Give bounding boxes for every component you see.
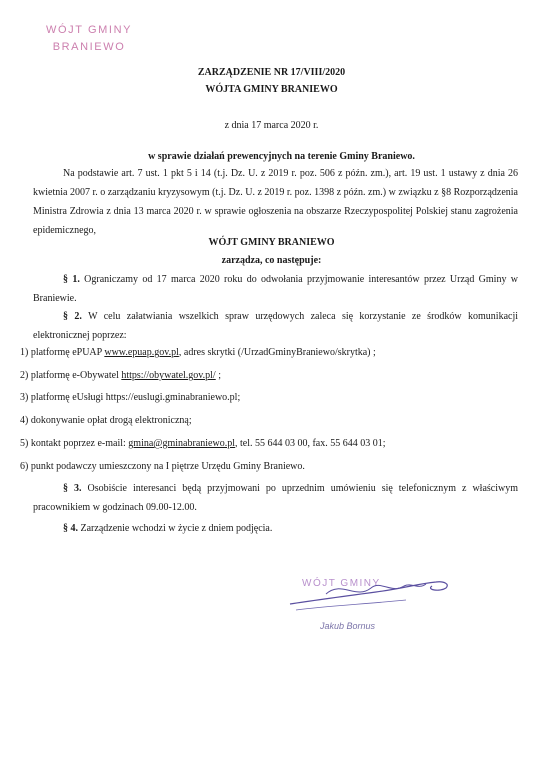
list-item-1-suffix: , adres skrytki (/UrzadGminyBraniewo/skrytka) ; <box>178 347 376 358</box>
list-item-3: 3) platformę eUsługi https://euslugi.gminabraniewo.pl; <box>20 392 241 403</box>
paragraph-4-text: Zarządzenie wchodzi w życie z dniem podjęcia. <box>78 523 273 534</box>
list-item-2-suffix: ; <box>215 370 221 381</box>
signatory-name: Jakub Bornus <box>320 621 376 631</box>
paragraph-3 <box>33 479 518 517</box>
signature-stamp: WÓJT GMINY <box>302 578 381 589</box>
list-item-5 <box>20 438 386 449</box>
paragraph-3-text: Osobiście interesanci będą przyjmowani po uprzednim umówieniu się telefonicznym z właściwym pracownikiem w godzinach 09.00-12.00. <box>33 483 518 513</box>
list-item-5-suffix: , tel. 55 644 03 00, fax. 55 644 03 01; <box>234 438 386 449</box>
list-item-2 <box>20 370 221 381</box>
list-item-1-text: 1) platformę ePUAP <box>20 347 105 358</box>
legal-basis: Na podstawie art. 7 ust. 1 pkt 5 i 14 (t.j. Dz. U. z 2019 r. poz. 506 z późn. zm.), art. 19 ust. 1 ustawy z dnia 26 kwietnia 2007 r. o zarządzaniu kryzysowym (t.j. Dz. U. z 2019 r. poz. 1398 z późn. zm.) w związku z §8 Rozporządzenia Ministra Zdrowia z dnia 13 marca 2020 r. w sprawie ogłoszenia na obszarze Rzeczypospolitej Polskiej stanu zagrożenia epidemicznego, <box>33 168 518 236</box>
document-date: z dnia 17 marca 2020 r. <box>224 120 319 131</box>
list-item-6: 6) punkt podawczy umieszczony na I piętrze Urzędu Gminy Braniewo. <box>20 461 305 472</box>
handwritten-signature <box>286 570 456 620</box>
obywatel-link[interactable]: https://obywatel.gov.pl/ <box>121 370 216 381</box>
paragraph-2-text: W celu załatwiania wszelkich spraw urzędowych zaleca się korzystanie ze środków komunikacji elektronicznej poprzez: <box>33 311 518 341</box>
paragraph-3-number: § 3. <box>63 483 82 494</box>
authority-heading: WÓJT GMINY BRANIEWO <box>208 237 335 248</box>
paragraph-4-number: § 4. <box>63 523 78 534</box>
list-item-4: 4) dokonywanie opłat drogą elektroniczną; <box>20 415 192 426</box>
paragraph-2-number: § 2. <box>63 311 82 322</box>
list-item-5-text: 5) kontakt poprzez e-mail: <box>20 438 129 449</box>
paragraph-1-number: § 1. <box>63 274 80 285</box>
document-subject: w sprawie działań prewencyjnych na terenie Gminy Braniewo. <box>148 151 415 162</box>
paragraph-1 <box>33 270 518 308</box>
document-title: ZARZĄDZENIE NR 17/VIII/2020 <box>197 67 346 78</box>
stamp-line-2: BRANIEWO <box>52 41 126 53</box>
paragraph-4 <box>33 519 518 538</box>
decides-heading: zarządza, co następuje: <box>221 255 322 266</box>
list-item-2-text: 2) platformę e-Obywatel <box>20 370 122 381</box>
stamp-line-1: WÓJT GMINY <box>46 24 133 36</box>
document-issuer: WÓJTA GMINY BRANIEWO <box>205 84 338 95</box>
office-stamp <box>46 22 132 56</box>
list-item-1 <box>20 347 376 358</box>
epuap-link[interactable]: www.epuap.gov.pl <box>104 347 179 358</box>
paragraph-1-text: Ograniczamy od 17 marca 2020 roku do odwołania przyjmowanie interesantów przez Urząd Gminy w Braniewie. <box>33 274 518 304</box>
paragraph-2 <box>33 307 518 345</box>
email-link[interactable]: gmina@gminabraniewo.pl <box>128 438 235 449</box>
